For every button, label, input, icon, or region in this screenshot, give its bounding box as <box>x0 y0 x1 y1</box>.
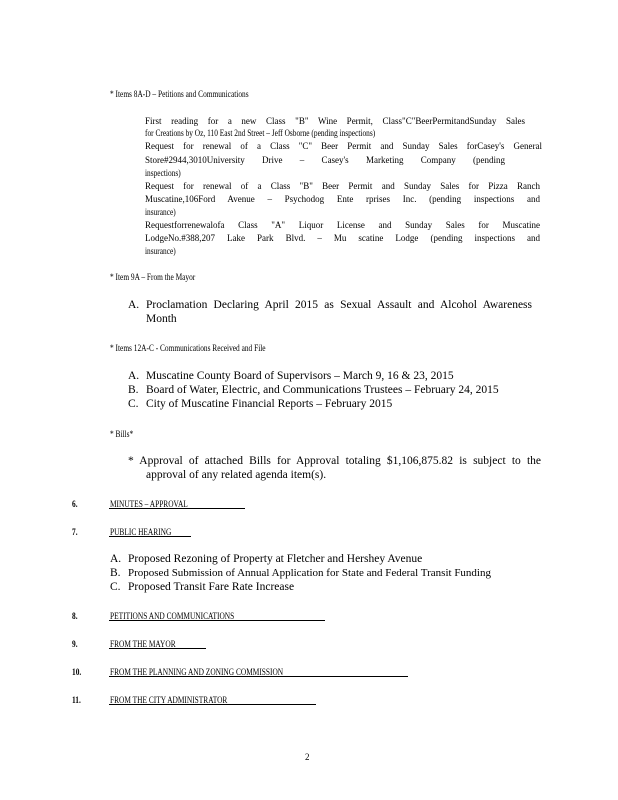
group-3-item-b-letter: B. <box>128 384 139 396</box>
group-1-line-8: insurance) <box>145 207 176 217</box>
section-6-underline <box>109 508 245 509</box>
group-4-line-1: * Approval of attached Bills for Approval totaling $1,106,875.82 is subject to the <box>128 455 541 467</box>
section-10-title: FROM THE PLANNING AND ZONING COMMISSION <box>110 667 284 677</box>
section-7-title: PUBLIC HEARING <box>110 527 172 537</box>
group-3-item-c-letter: C. <box>128 398 139 410</box>
section-11-title: FROM THE CITY ADMINISTRATOR <box>110 695 228 705</box>
section-6-number: 6. <box>72 499 78 509</box>
section-9-title: FROM THE MAYOR <box>110 639 176 649</box>
group-3-item-c-text: City of Muscatine Financial Reports – February 2015 <box>146 398 393 410</box>
group-3-heading: * Items 12A-C - Communications Received and File <box>110 343 266 353</box>
group-1-line-10: LodgeNo.#388,207 Lake Park Blvd. – Mu scatine Lodge (pending inspections and <box>145 233 540 243</box>
group-1-line-5: inspections) <box>145 168 181 178</box>
group-2-heading: * Item 9A – From the Mayor <box>110 272 196 282</box>
section-11-number: 11. <box>72 695 81 705</box>
group-1-heading: * Items 8A-D – Petitions and Communications <box>110 89 249 99</box>
group-2-item-line-2: Month <box>146 313 177 325</box>
group-1-line-4: Store#2944,3010University Drive – Casey's Marketing Company (pending <box>145 155 505 165</box>
group-1-line-6: Request for renewal of a Class "B" Beer Permit and Sunday Sales for Pizza Ranch <box>145 181 540 191</box>
public-hearing-item-a-letter: A. <box>110 553 122 565</box>
group-1-line-3: Request for renewal of a Class "C" Beer Permit and Sunday Sales forCasey's General <box>145 141 542 151</box>
group-2-item-line-1: Proclamation Declaring April 2015 as Sexual Assault and Alcohol Awareness <box>146 299 532 311</box>
group-4-line-2: approval of any related agenda item(s). <box>146 469 327 481</box>
group-1-line-7: Muscatine,106Ford Avenue – Psychodog Ente rprises Inc. (pending inspections and <box>145 194 540 204</box>
section-8-underline <box>109 620 325 621</box>
public-hearing-item-b-text: Proposed Submission of Annual Application for State and Federal Transit Funding <box>128 567 491 579</box>
public-hearing-item-c-letter: C. <box>110 581 121 593</box>
public-hearing-item-b-letter: B. <box>110 567 121 579</box>
page-number: 2 <box>305 752 310 762</box>
group-1-line-11: insurance) <box>145 246 176 256</box>
section-10-underline <box>109 676 408 677</box>
section-11-underline <box>109 704 316 705</box>
section-6-title: MINUTES – APPROVAL <box>110 499 188 509</box>
group-3-item-a-letter: A. <box>128 370 140 382</box>
group-1-line-1: First reading for a new Class "B" Wine Permit, Class"C"BeerPermitandSunday Sales <box>145 116 525 126</box>
group-1-line-2: for Creations by Oz, 110 East 2nd Street – Jeff Osborne (pending inspections) <box>145 128 376 138</box>
group-4-heading: * Bills* <box>110 429 134 439</box>
section-9-underline <box>109 648 206 649</box>
section-8-title: PETITIONS AND COMMUNICATIONS <box>110 611 235 621</box>
group-3-item-a-text: Muscatine County Board of Supervisors – March 9, 16 & 23, 2015 <box>146 370 454 382</box>
group-1-line-9: Requestforrenewalofa Class "A" Liquor License and Sunday Sales for Muscatine <box>145 220 540 230</box>
section-9-number: 9. <box>72 639 78 649</box>
section-8-number: 8. <box>72 611 78 621</box>
section-7-number: 7. <box>72 527 78 537</box>
public-hearing-item-a-text: Proposed Rezoning of Property at Fletcher and Hershey Avenue <box>128 553 423 565</box>
section-10-number: 10. <box>72 667 82 677</box>
section-7-underline <box>109 536 191 537</box>
public-hearing-item-c-text: Proposed Transit Fare Rate Increase <box>128 581 295 593</box>
group-3-item-b-text: Board of Water, Electric, and Communications Trustees – February 24, 2015 <box>146 384 499 396</box>
group-2-item-letter: A. <box>128 299 140 311</box>
